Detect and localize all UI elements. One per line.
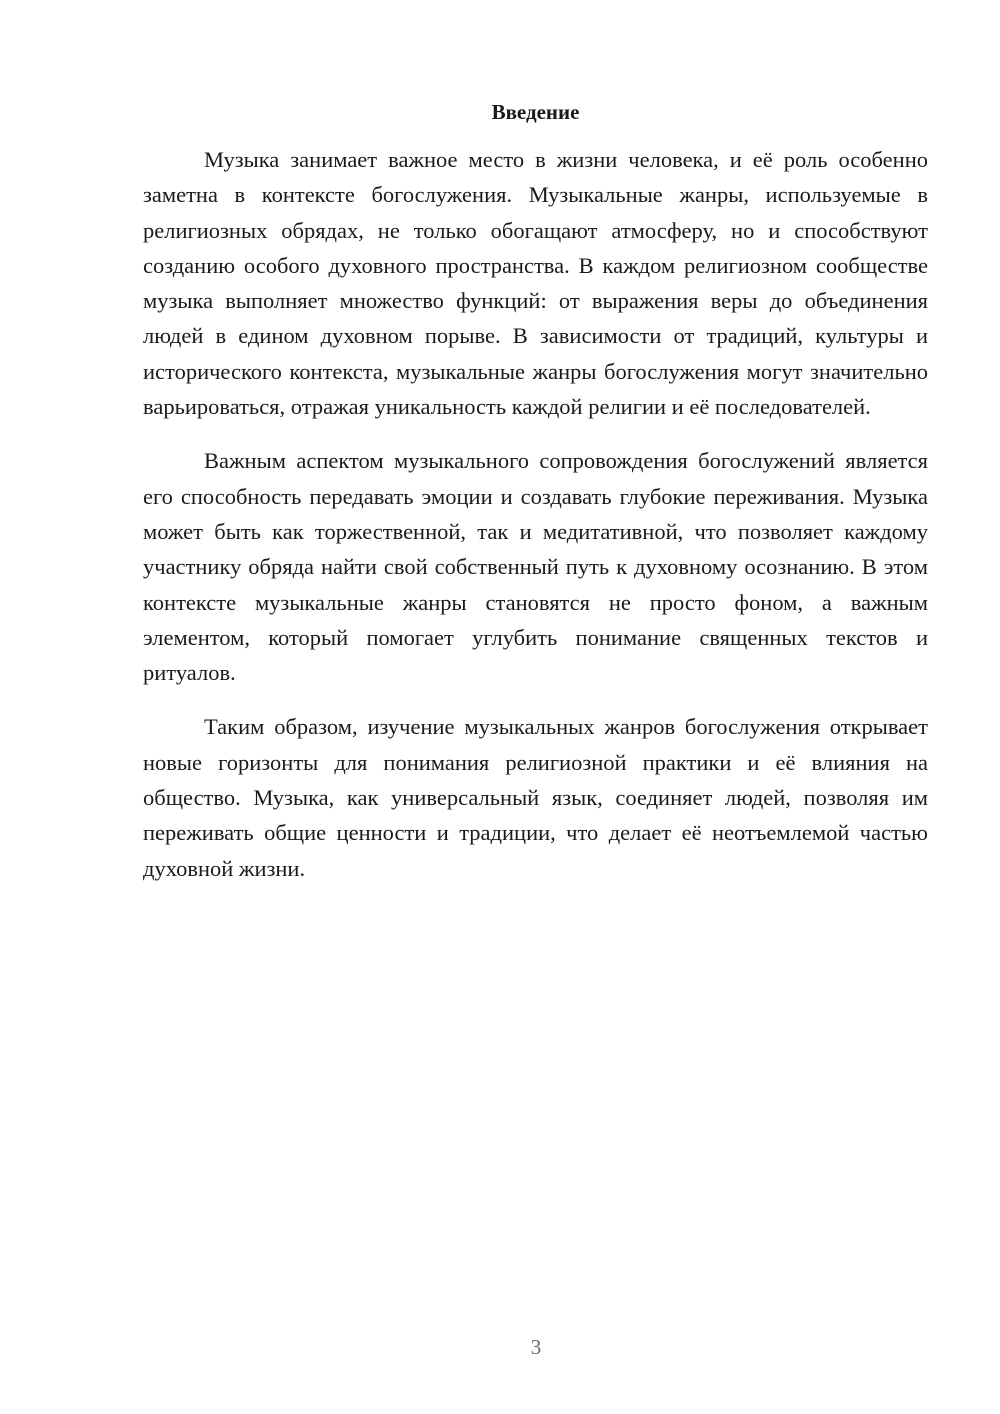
paragraph-1: Музыка занимает важное место в жизни человека, и её роль особенно заметна в контексте богослужения. Музыкальные жанры, используемые в религиозных обрядах, не только обогащают атмосферу, но и способствуют созданию особого духовного пространства. В каждом религиозном сообществе музыка выполняет множество функций: от выражения веры до объединения людей в едином духовном порыве. В зависимости от традиций, культуры и исторического контекста, музыкальные жанры богослужения могут значительно варьироваться, отражая уникальность каждой религии и её последователей. xyxy=(143,147,928,420)
page-number: 3 xyxy=(530,1335,542,1359)
body-text xyxy=(143,142,928,905)
paragraph-2: Важным аспектом музыкального сопровождения богослужений является его способность передавать эмоции и создавать глубокие переживания. Музыка может быть как торжественной, так и медитативной, что позволяет каждому участнику обряда найти свой собственный путь к духовному осознанию. В этом контексте музыкальные жанры становятся не просто фоном, а важным элементом, который помогает углубить понимание священных текстов и ритуалов. xyxy=(143,448,928,686)
paragraph-3: Таким образом, изучение музыкальных жанров богослужения открывает новые горизонты для понимания религиозной практики и её влияния на общество. Музыка, как универсальный язык, соединяет людей, позволяя им переживать общие ценности и традиции, что делает её неотъемлемой частью духовной жизни. xyxy=(143,714,928,881)
section-title: Введение xyxy=(491,100,580,124)
